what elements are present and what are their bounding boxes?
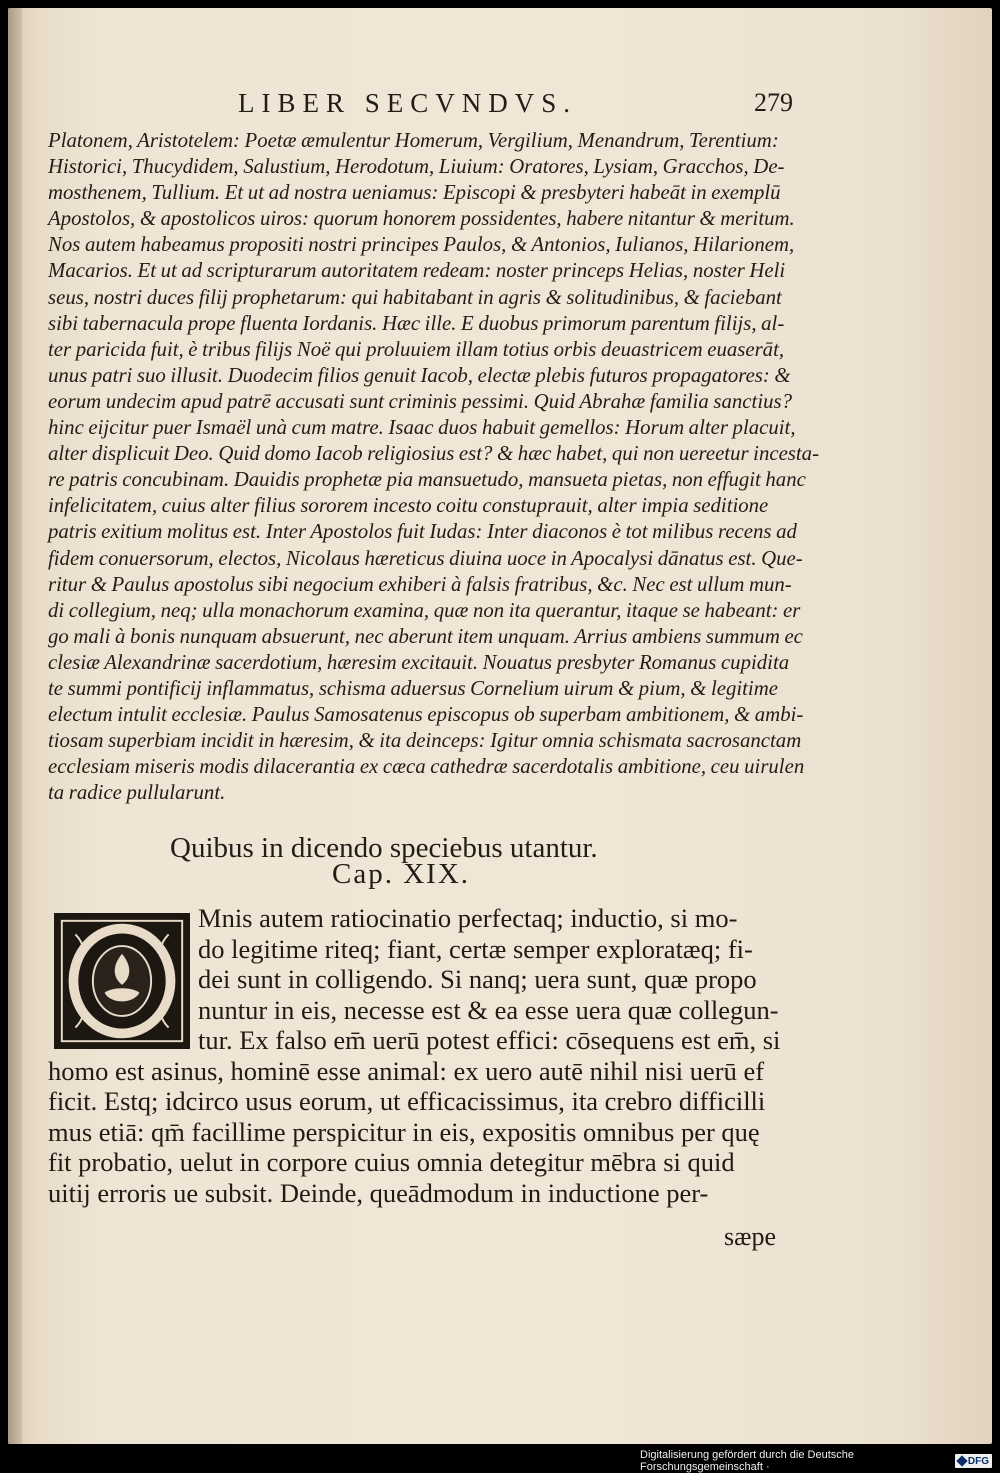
- text-line: hinc eijcitur puer Ismaël unà cum matre. Isaac duos habuit gemellos: Horum alter placuit,: [48, 416, 796, 440]
- dfg-logo-text: DFG: [967, 1455, 989, 1467]
- text-line: nuntur in eis, necesse est & ea esse uera quæ collegun-: [198, 994, 779, 1025]
- text-line: ter paricida fuit, è tribus filijs Noë qui proluuiem illam totius orbis deuastricem euaserāt,: [48, 337, 785, 361]
- text-line: mosthenem, Tullium. Et ut ad nostra ueniamus: Episcopi & presbyteri habeāt in exemplū: [48, 181, 781, 205]
- text-line: sibi tabernacula prope fluenta Iordanis. Hæc ille. E duobus primorum parentum filijs, al-: [48, 311, 785, 335]
- text-line: unus patri suo illusit. Duodecim filios genuit Iacob, electæ plebis futuros propagatores: &: [48, 363, 791, 387]
- running-head: [48, 88, 793, 118]
- text-line: patris exitium molitus est. Inter Apostolos fuit Iudas: Inter diaconos è tot milibus recens ad: [48, 520, 797, 544]
- text-line: Apostolos, & apostolicos uiros: quorum honorem possidentes, habere nitantur & meritum.: [48, 207, 795, 231]
- text-line: go mali à bonis nunquam absuerunt, nec aberunt item unquam. Arrius ambiens summum ec: [48, 624, 803, 648]
- text-line: Macarios. Et ut ad scripturarum autoritatem redeam: noster princeps Helias, noster Heli: [48, 259, 786, 283]
- text-line: tiosam superbiam incidit in hæresim, & ita deinceps: Igitur omnia schismata sacrosanctam: [48, 729, 802, 753]
- footer-credit-text: Digitalisierung gefördert durch die Deutsche Forschungsgemeinschaft ·: [640, 1449, 855, 1473]
- running-title: LIBER SECVNDVS.: [238, 88, 578, 118]
- dfg-diamond-icon: [956, 1455, 967, 1466]
- text-line: fidem conuersorum, electos, Nicolaus hæreticus diuina uoce in Apocalysi dānatus est. Que-: [48, 546, 803, 570]
- text-line: tur. Ex falso em̄ uerū potest effici: cōsequens est em̄, si: [198, 1025, 781, 1055]
- roman-text-block: [48, 903, 788, 1208]
- text-line: ecclesiam miseris modis dilacerantia ex cæca cathedræ sacerdotalis ambitione, ceu uirulen: [48, 755, 805, 779]
- folio-number: 279: [754, 88, 793, 117]
- dfg-logo: [955, 1454, 992, 1468]
- text-line: mus etiā: qm̄ facillime perspicitur in eis, expositis omnibus per quę: [48, 1116, 760, 1147]
- text-line: te summi pontificij inflammatus, schisma aduersus Cornelium uirum & pium, & legitime: [48, 676, 778, 700]
- text-line: Mnis autem ratiocinatio perfectaq; inductio, si mo-: [198, 903, 738, 933]
- text-line: do legitime riteq; fiant, certæ semper exploratæq; fi-: [198, 933, 753, 964]
- text-line: seus, nostri duces filij prophetarum: qui habitabant in agris & solitudinibus, & faciebant: [48, 285, 782, 309]
- page-gutter-shadow: [8, 8, 22, 1444]
- text-line: infelicitatem, cuius alter filius sororem incesto coitu constuprauit, alter impia seditione: [48, 494, 769, 518]
- italic-text-block: [48, 128, 819, 806]
- chapter-number: Cap. XIX.: [332, 858, 471, 890]
- text-line: di collegium, neq; ulla monachorum examina, quæ non ita querantur, itaque se habeant: er: [48, 598, 801, 622]
- text-line: ritur & Paulus apostolus sibi negocium exhiberi à falsis fratribus, &c. Nec est ullum mun-: [48, 572, 792, 596]
- digitization-footer: [640, 1450, 992, 1472]
- text-line: homo est asinus, hominē esse animal: ex uero autē nihil nisi uerū ef: [48, 1055, 765, 1086]
- text-line: re patris concubinam. Dauidis prophetæ pia mansuetudo, mansueta pietas, non effugit hanc: [48, 468, 806, 492]
- text-line: clesiæ Alexandrinæ sacerdotium, hæresim excitauit. Nouatus presbyter Romanus cupidita: [48, 650, 790, 674]
- text-line: Nos autem habeamus propositi nostri principes Paulos, & Antonios, Iulianos, Hilarionem,: [48, 233, 795, 257]
- text-line: Historici, Thucydidem, Salustium, Herodotum, Liuium: Oratores, Lysiam, Gracchos, De-: [48, 155, 785, 179]
- text-line: electum intulit ecclesiæ. Paulus Samosatenus episcopus ob superbam ambitionem, & ambi-: [48, 703, 804, 727]
- text-line: ficit. Estq; idcirco usus eorum, ut efficacissimus, ita crebro difficilli: [48, 1086, 766, 1116]
- text-line: eorum undecim apud patrē accusati sunt criminis pessimi. Quid Abrahæ familia sanctius?: [48, 389, 792, 413]
- text-line: Platonem, Aristotelem: Poetæ æmulentur Homerum, Vergilium, Menandrum, Terentium:: [48, 129, 779, 152]
- text-line: dei sunt in colligendo. Si nanq; uera sunt, quæ propo: [198, 964, 757, 994]
- chapter-heading: Quibus in dicendo speciebus utantur.: [170, 832, 598, 864]
- text-line: ta radice pullularunt.: [48, 781, 226, 805]
- text-line: fit probatio, uelut in corpore cuius omnia detegitur mēbra si quid: [48, 1147, 735, 1177]
- catchword: sæpe: [724, 1222, 776, 1251]
- text-line: uitij erroris ue subsit. Deinde, queādmodum in inductione per-: [48, 1177, 709, 1208]
- text-line: alter displicuit Deo. Quid domo Iacob religiosius est? & hæc habet, qui non uereetur incesta-: [48, 442, 819, 466]
